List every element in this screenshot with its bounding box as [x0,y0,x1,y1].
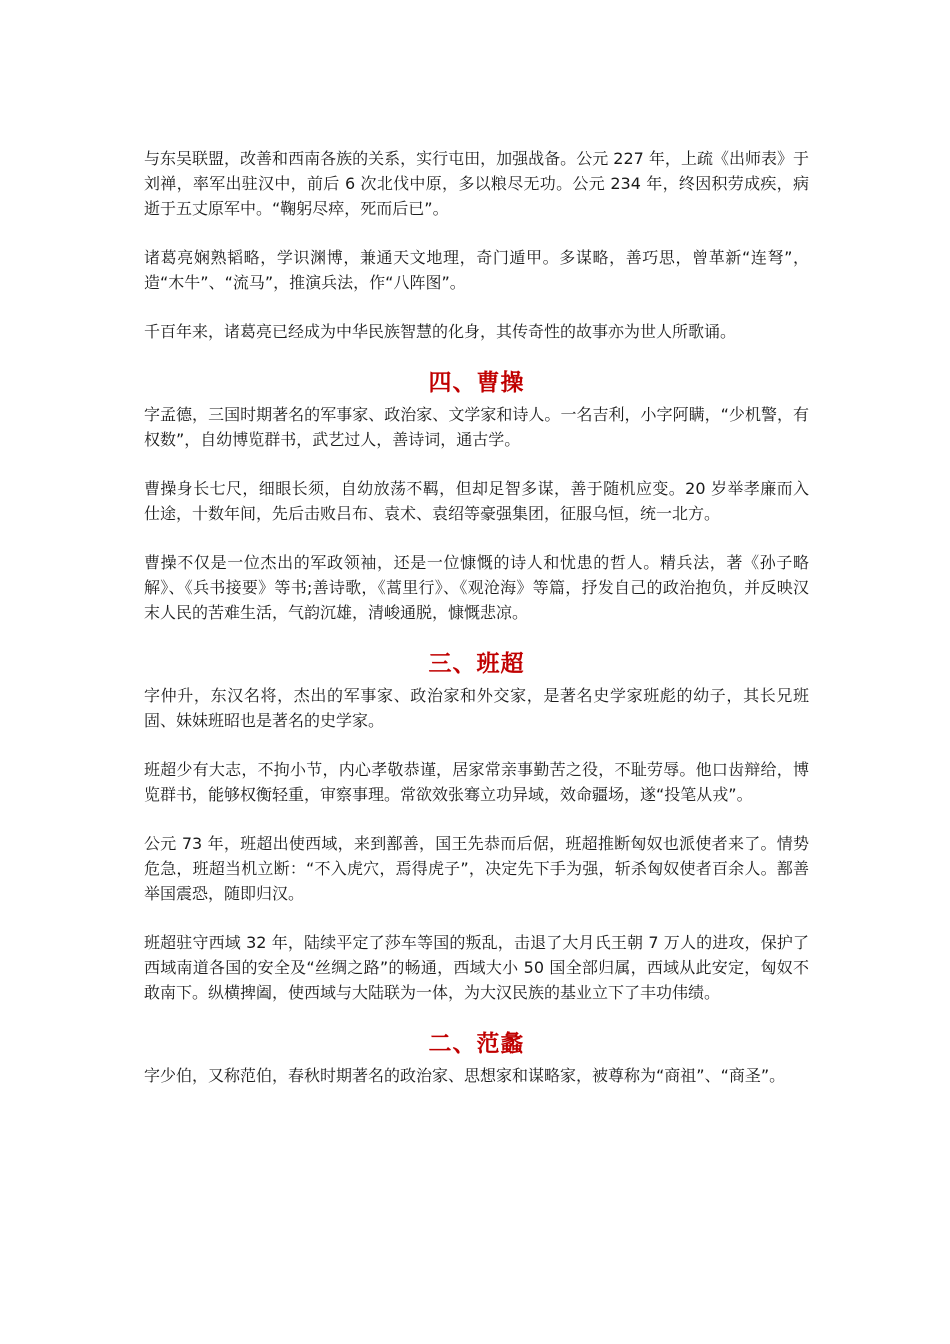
banchao-paragraph-3: 公元 73 年，班超出使西域，来到鄯善，国王先恭而后倨，班超推断匈奴也派使者来了。情势危急，班超当机立断：“不入虎穴，焉得虎子”，决定先下手为强，斩杀匈奴使者百余人。鄯善举国震恐，随即归汉。 [144,834,809,903]
banchao-paragraph-1: 字仲升，东汉名将，杰出的军事家、政治家和外交家，是著名史学家班彪的幼子，其长兄班固、妹妹班昭也是著名的史学家。 [144,686,809,730]
caocao-paragraph-2: 曹操身长七尺，细眼长须，自幼放荡不羁，但却足智多谋，善于随机应变。20 岁举孝廉而入仕途，十数年间，先后击败吕布、袁术、袁绍等豪强集团，征服乌恒，统一北方。 [144,479,809,523]
zhuge-paragraph-3: 千百年来，诸葛亮已经成为中华民族智慧的化身，其传奇性的故事亦为世人所歌诵。 [144,322,737,341]
caocao-paragraph-3: 曹操不仅是一位杰出的军政领袖，还是一位慷慨的诗人和忧患的哲人。精兵法，著《孙子略解》、《兵书接要》等书;善诗歌，《蒿里行》、《观沧海》等篇，抒发自己的政治抱负，并反映汉末人民的苦难生活，气韵沉雄，清峻通脱，慷慨悲凉。 [144,553,809,622]
section-heading-banchao: 三、班超 [428,651,525,677]
banchao-paragraph-2: 班超少有大志，不拘小节，内心孝敬恭谨，居家常亲事勤苦之役，不耻劳辱。他口齿辩给，博览群书，能够权衡轻重，审察事理。常欲效张骞立功异域，效命疆场，遂“投笔从戎”。 [144,760,809,804]
caocao-paragraph-1: 字孟德，三国时期著名的军事家、政治家、文学家和诗人。一名吉利，小字阿瞒，“少机警，有权数”，自幼博览群书，武艺过人，善诗词，通古学。 [144,405,809,449]
zhuge-paragraph-1: 与东吴联盟，改善和西南各族的关系，实行屯田，加强战备。公元 227 年，上疏《出师表》于刘禅，率军出驻汉中，前后 6 次北伐中原，多以粮尽无功。公元 234 年，终因积劳成疾，病逝于五丈原军中。“鞠躬尽瘁，死而后已”。 [144,149,809,218]
banchao-paragraph-4: 班超驻守西域 32 年，陆续平定了莎车等国的叛乱，击退了大月氏王朝 7 万人的进攻，保护了西域南道各国的安全及“丝绸之路”的畅通，西域大小 50 国全部归属，西域从此安定，匈奴不敢南下。纵横捭阖，使西域与大陆联为一体，为大汉民族的基业立下了丰功伟绩。 [144,933,809,1002]
zhuge-paragraph-2: 诸葛亮娴熟韬略，学识渊博，兼通天文地理，奇门遁甲。多谋略，善巧思，曾革新“连弩”，造“木牛”、“流马”，推演兵法，作“八阵图”。 [144,248,809,292]
section-heading-caocao: 四、曹操 [428,370,525,396]
fanli-paragraph-1: 字少伯，又称范伯，春秋时期著名的政治家、思想家和谋略家，被尊称为“商祖”、“商圣”。 [144,1066,786,1085]
section-heading-fanli: 二、范蠡 [428,1031,525,1057]
document-page [144,146,809,1088]
